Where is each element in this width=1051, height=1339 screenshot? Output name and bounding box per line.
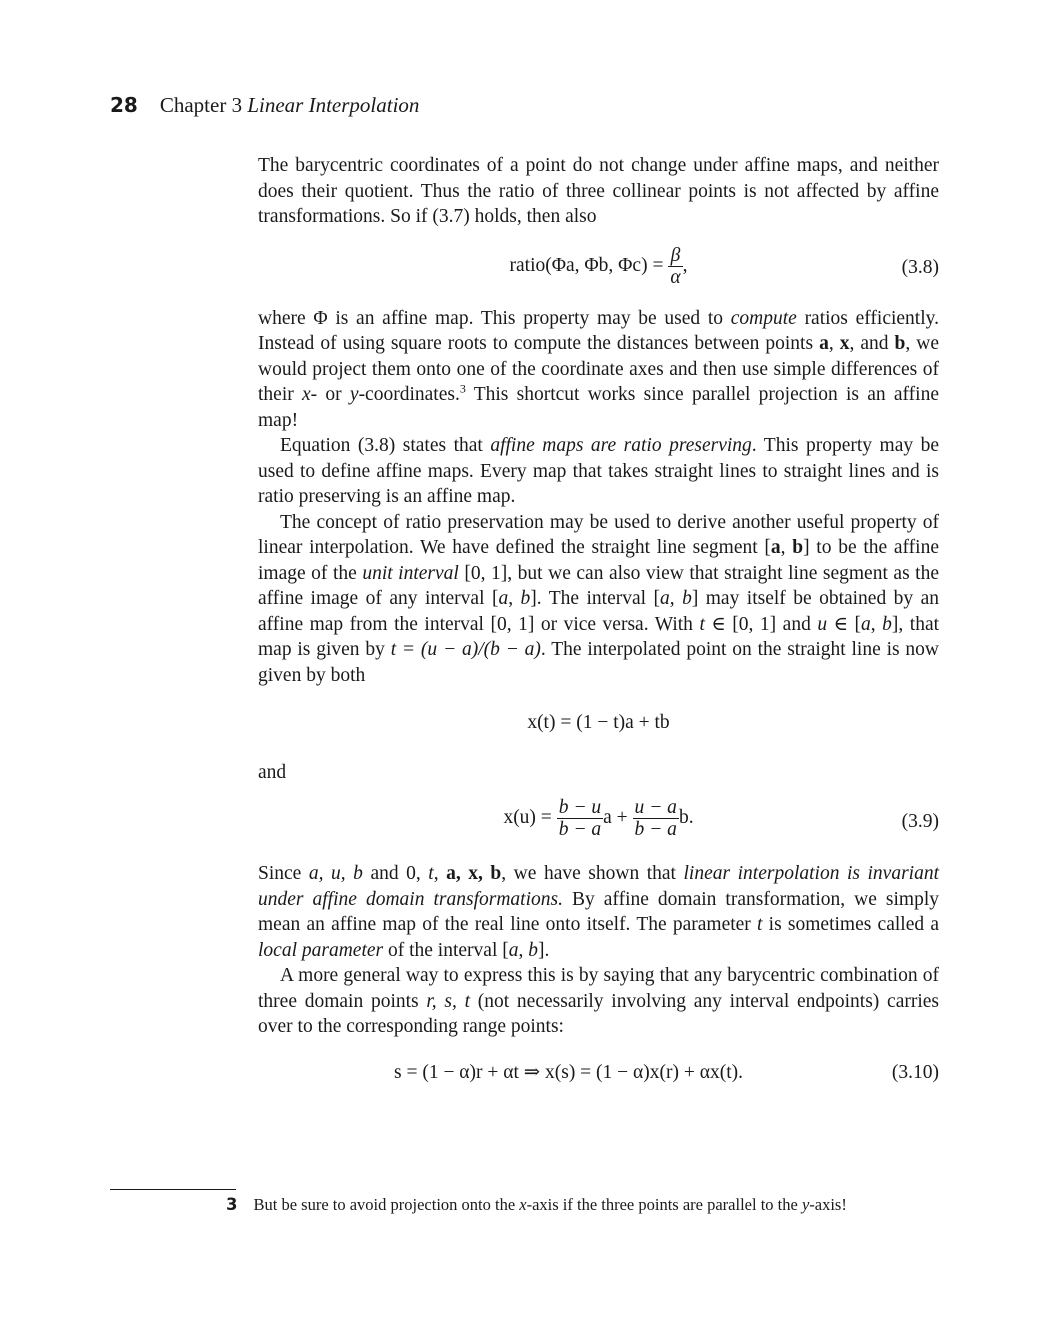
and-connector: and (258, 761, 287, 783)
running-header (110, 92, 419, 118)
paragraph-1: The barycentric coordinates of a point do not change under affine maps, and neither does their quotient. Thus the ratio of three collinear points is not affected by affine transformations. So if (3.7) holds, then also (258, 155, 939, 227)
paragraph-2: where Φ is an affine map. This property may be used to compute ratios efficiently. Instead of using square roots to compute the distances between points a, x, and b, we would project them onto one of the coordinate axes and then use simple differences of their x- or y-coordinates.$^3$ This shortcut works since parallel projection is an affine map! (258, 307, 940, 431)
eq-3-9-fraction-1: $\frac{b - u}{b - a}$ (558, 797, 602, 840)
main-text (258, 153, 939, 1085)
eq-3-9-lhs: x(u) = (503, 806, 552, 828)
footnote: 3 But be sure to avoid projection onto the x-axis if the three points are parallel to the y-axis! (226, 1195, 847, 1214)
footnote-marker: 3 (459, 381, 466, 396)
equation-3-8 (258, 243, 939, 293)
eq-3-8-tail: , (682, 254, 688, 276)
eq-3-8-num: β (670, 244, 681, 266)
equation-3-10 (258, 1060, 939, 1086)
eq-3-8-fraction (668, 245, 682, 288)
equation-xt-content: x(t) = (1 − t)a + tb (527, 712, 670, 733)
footnote-rule (110, 1189, 236, 1190)
equation-number-3-9: (3.9) (901, 811, 939, 832)
eq-3-9-tail: b. (678, 806, 694, 828)
equation-xt (258, 710, 939, 736)
equation-3-10-content: s = (1 − α)r + αt ⇒ x(s) = (1 − α)x(r) + αx(t). (393, 1061, 743, 1083)
eq-3-9-fraction-2: $\frac{u - a}{b - a}$ (634, 797, 677, 840)
page-number: 28 (110, 93, 138, 117)
eq-3-8-lhs: ratio(Φa, Φb, Φc) = (509, 254, 664, 276)
equation-3-9 (258, 797, 939, 847)
equation-number-3-10: (3.10) (891, 1061, 939, 1083)
eq-3-8-den: α (670, 266, 681, 288)
interval-map-formula: t = (u − a)/(b − a) (390, 639, 541, 660)
chapter-label: Chapter 3 (159, 93, 243, 117)
paragraph-5: Since a, u, b and 0, t, a, x, b, we have shown that linear interpolation is invariant under affine domain transformations. By affine domain transformation, we simply mean an affine map of the real line onto itself. The parameter t is sometimes called a local parameter of the interval [a, b]. (258, 863, 940, 961)
eq-3-9-mid: a + (603, 806, 628, 828)
paragraph-3: Equation (3.8) states that affine maps are ratio preserving. This property may be used to define affine maps. Every map that takes straight lines to straight lines and is ratio preserving is an affine map. (258, 435, 940, 507)
equation-number-3-8: (3.8) (901, 256, 939, 278)
chapter-title: Linear Interpolation (247, 93, 420, 117)
paragraph-4: The concept of ratio preservation may be used to derive another useful property of linear interpolation. We have defined the straight line segment [a, b] to be the affine image of the unit interval [0, 1], but we can also view that straight line segment as the affine image of any interval [a, b]. The interval [a, b] may itself be obtained by an affine map from the interval [0, 1] or vice versa. With t ∈ [0, 1] and u ∈ [a, b], that map is given by t = (u − a)/(b − a). The interpolated point on the straight line is now given by both (258, 511, 940, 686)
paragraph-6: A more general way to express this is by saying that any barycentric combination of three domain points r, s, t (not necessarily involving any interval endpoints) carries over to the corresponding range points: (258, 965, 939, 1037)
footnote-number: 3 (226, 1195, 238, 1214)
